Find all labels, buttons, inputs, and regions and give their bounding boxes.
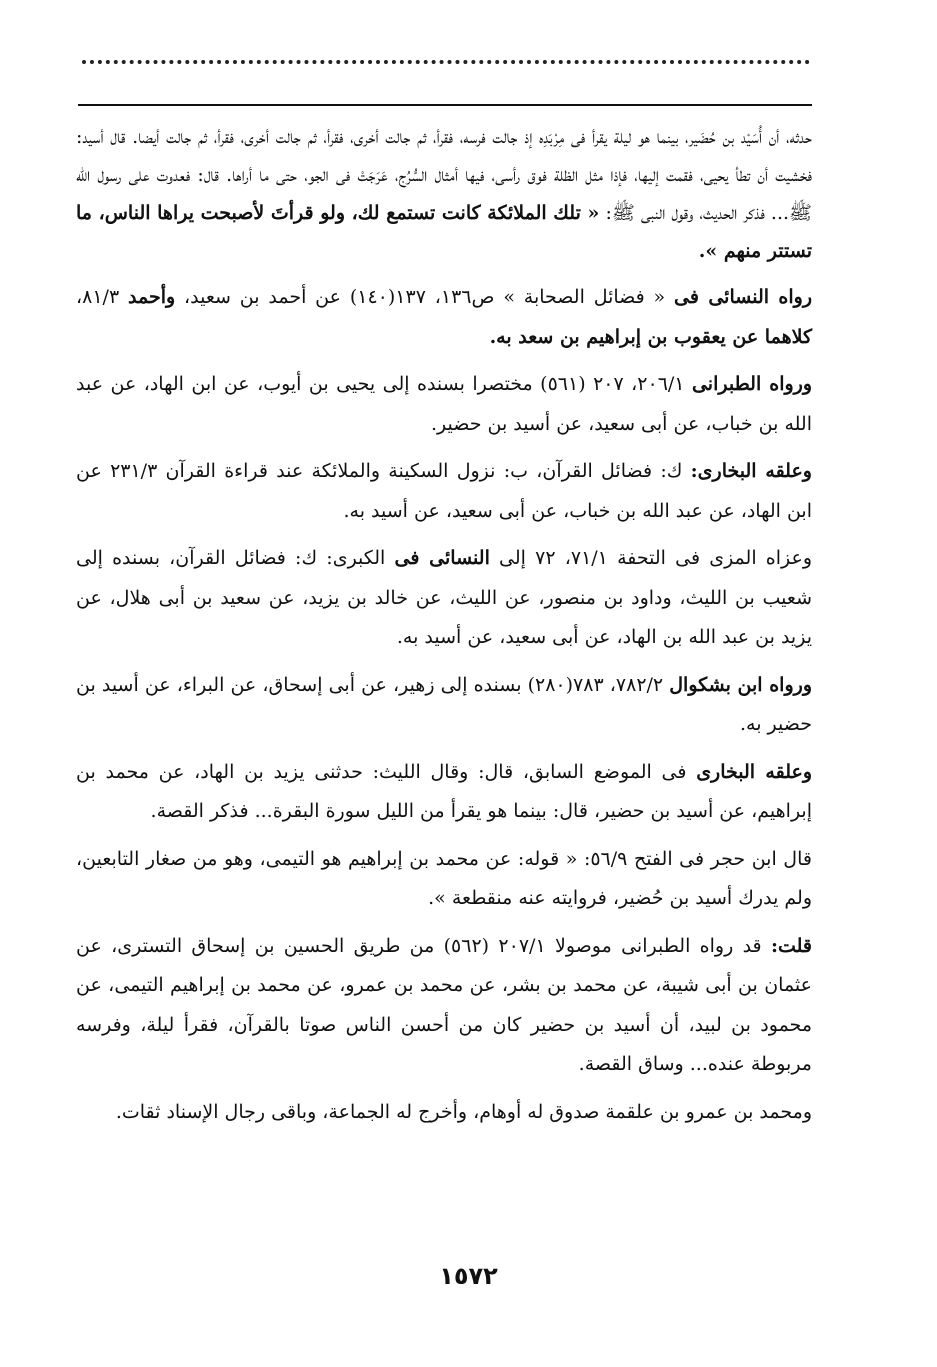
text-run-bold: ورواه الطبرانى	[691, 373, 812, 395]
text-run-bold: كلاهما عن يعقوب بن إبراهيم بن سعد به.	[489, 325, 812, 348]
text-run-bold: ورواه ابن بشكوال	[669, 673, 812, 696]
paragraph	[76, 666, 812, 745]
text-run-bold: « تلك الملائكة كانت تستمع لك، ولو قرأتَ لأصبحت يراها الناس، ما تستتر منهم ».	[76, 202, 812, 262]
page-number: ١٥٧٢	[439, 1262, 498, 1290]
text-run: قد رواه الطبرانى موصولا ٢٠٧/١ (٥٦٢) من طريق الحسين بن إسحاق التسترى، عن عثمان بن أبى شيبة، عن محمد بن بشر، عن محمد بن عمرو، عن محمد بن إبراهيم التيمى، عن محمود بن لبيد، أن أسيد بن حضير كان من أحسن الناس صوتا بالقرآن، فقرأ ليلة، وفرسه مربوطة عنده... وساق القصة.	[76, 934, 812, 1075]
text-run: وعزاه المزى فى التحفة ٧١/١، ٧٢ إلى	[489, 547, 813, 569]
paragraph	[76, 840, 812, 919]
paragraph	[76, 927, 812, 1085]
text-run-bold: وعلقه البخارى	[696, 760, 812, 783]
header-dotted-rule	[82, 60, 810, 64]
text-run: ٧٨٢/٢، ٧٨٣(٢٨٠) بسنده إلى زهير، عن أبى إسحاق، عن البراء، عن أسيد بن حضير به.	[76, 673, 812, 735]
text-run: قال ابن حجر فى الفتح ٥٦/٩: « قوله: عن محمد بن إبراهيم هو التيمى، وهو من صغار التابعين، ولم يدرك أسيد بن حُضير، فروايته عنه منقطعة ».	[76, 847, 812, 909]
paragraph	[76, 118, 812, 270]
text-run: فى الموضع السابق، قال: وقال الليث: حدثنى يزيد بن الهاد، عن محمد بن إبراهيم، عن أسيد بن حضير، قال: بينما هو يقرأ من الليل سورة البقرة... فذكر القصة.	[76, 760, 812, 822]
header-solid-rule	[78, 104, 812, 106]
text-run: ٢٠٦/١، ٢٠٧ (٥٦١) مختصرا بسنده إلى يحيى بن أيوب، عن ابن الهاد، عن عبد الله بن خباب، عن أبى سعيد، عن أسيد بن حضير.	[76, 373, 812, 435]
paragraph	[76, 539, 812, 658]
paragraph	[76, 365, 812, 444]
text-run-bold: النسائى فى	[394, 547, 490, 569]
page-body	[76, 118, 812, 1132]
text-run-bold: وأحمد	[128, 286, 176, 308]
paragraph	[76, 278, 812, 357]
paragraph	[76, 452, 812, 531]
text-run: « فضائل الصحابة » ص١٣٦، ١٣٧(١٤٠) عن أحمد بن سعيد،	[175, 286, 675, 308]
text-run: ك: فضائل القرآن، ب: نزول السكينة والملائكة عند قراءة القرآن ٢٣١/٣ عن ابن الهاد، عن عبد الله بن خباب، عن أبى سعيد، عن أسيد به.	[76, 460, 812, 522]
text-run-bold: رواه النسائى فى	[674, 286, 813, 308]
text-run: ومحمد بن عمرو بن علقمة صدوق له أوهام، وأخرج له الجماعة، وباقى رجال الإسناد ثقات.	[115, 1100, 812, 1123]
text-run-bold: قلت:	[770, 934, 813, 957]
text-run-bold: وعلقه البخارى:	[690, 460, 812, 482]
text-run: حدثه، أن أُسَيْد بن حُضَير، بينما هو ليلة يقرأ فى مِرْبَدِه إذ جالت فرسه، فقرأ، ثم جالت أخرى، فقرأ، ثم جالت أخرى، فقرأ، ثم جالت أيضا. قال أسيد: فخشيت أن تطأ يحيى، فقمت إليها، فإذا مثل الظلة فوق رأسى، فيها أمثال السُّرُج، عَرَجَتْ فى الجو، حتى ما أراها. قال: فعدوت على رسول الله ﷺ... فذكر الحديث، وقول النبى ﷺ:	[76, 126, 812, 224]
paragraph	[76, 753, 812, 832]
text-run: الكبرى: ك: فضائل القرآن، بسنده إلى شعيب بن الليث، وداود بن منصور، عن الليث، عن خالد بن يزيد، عن سعيد بن أبى هلال، عن يزيد بن عبد الله بن الهاد، عن أبى سعيد، عن أسيد به.	[76, 547, 812, 648]
text-run: ٨١/٣،	[76, 286, 129, 308]
paragraph	[76, 1093, 812, 1133]
